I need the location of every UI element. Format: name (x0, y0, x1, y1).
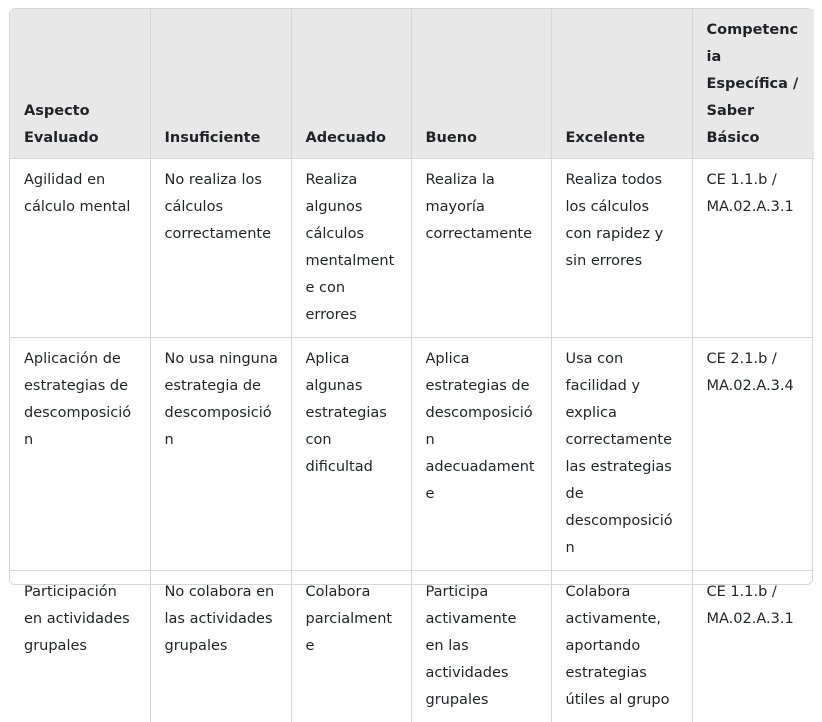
table-cell: Realiza la mayoría correctamente (411, 159, 551, 338)
table-cell: Realiza algunos cálculos mentalmente con errores (291, 159, 411, 338)
header-row (10, 9, 814, 159)
table-row (10, 571, 814, 722)
table-body (10, 159, 814, 722)
header-competencia: Competencia Específica / Saber Básico (692, 9, 814, 159)
table-cell: Usa con facilidad y explica correctamente las estrategias de descomposición (551, 338, 692, 571)
table-cell: No realiza los cálculos correctamente (150, 159, 291, 338)
header-bueno: Bueno (411, 9, 551, 159)
table-cell: Colabora activamente, aportando estrategias útiles al grupo (551, 571, 692, 722)
table-cell: Participación en actividades grupales (10, 571, 150, 722)
table-cell: CE 1.1.b / MA.02.A.3.1 (692, 159, 814, 338)
table-cell: CE 2.1.b / MA.02.A.3.4 (692, 338, 814, 571)
header-insuficiente: Insuficiente (150, 9, 291, 159)
header-excelente: Excelente (551, 9, 692, 159)
table-row (10, 338, 814, 571)
header-adecuado: Adecuado (291, 9, 411, 159)
table-cell: Aplica estrategias de descomposición adecuadamente (411, 338, 551, 571)
table-cell: Agilidad en cálculo mental (10, 159, 150, 338)
rubric-table-container (9, 8, 813, 585)
table-cell: Aplica algunas estrategias con dificultad (291, 338, 411, 571)
table-cell: Aplicación de estrategias de descomposición (10, 338, 150, 571)
rubric-table (10, 9, 814, 722)
table-cell: Participa activamente en las actividades grupales (411, 571, 551, 722)
table-cell: No usa ninguna estrategia de descomposición (150, 338, 291, 571)
table-cell: No colabora en las actividades grupales (150, 571, 291, 722)
table-cell: CE 1.1.b / MA.02.A.3.1 (692, 571, 814, 722)
table-row (10, 159, 814, 338)
table-cell: Colabora parcialmente (291, 571, 411, 722)
header-aspecto-evaluado: Aspecto Evaluado (10, 9, 150, 159)
table-cell: Realiza todos los cálculos con rapidez y sin errores (551, 159, 692, 338)
table-header (10, 9, 814, 159)
